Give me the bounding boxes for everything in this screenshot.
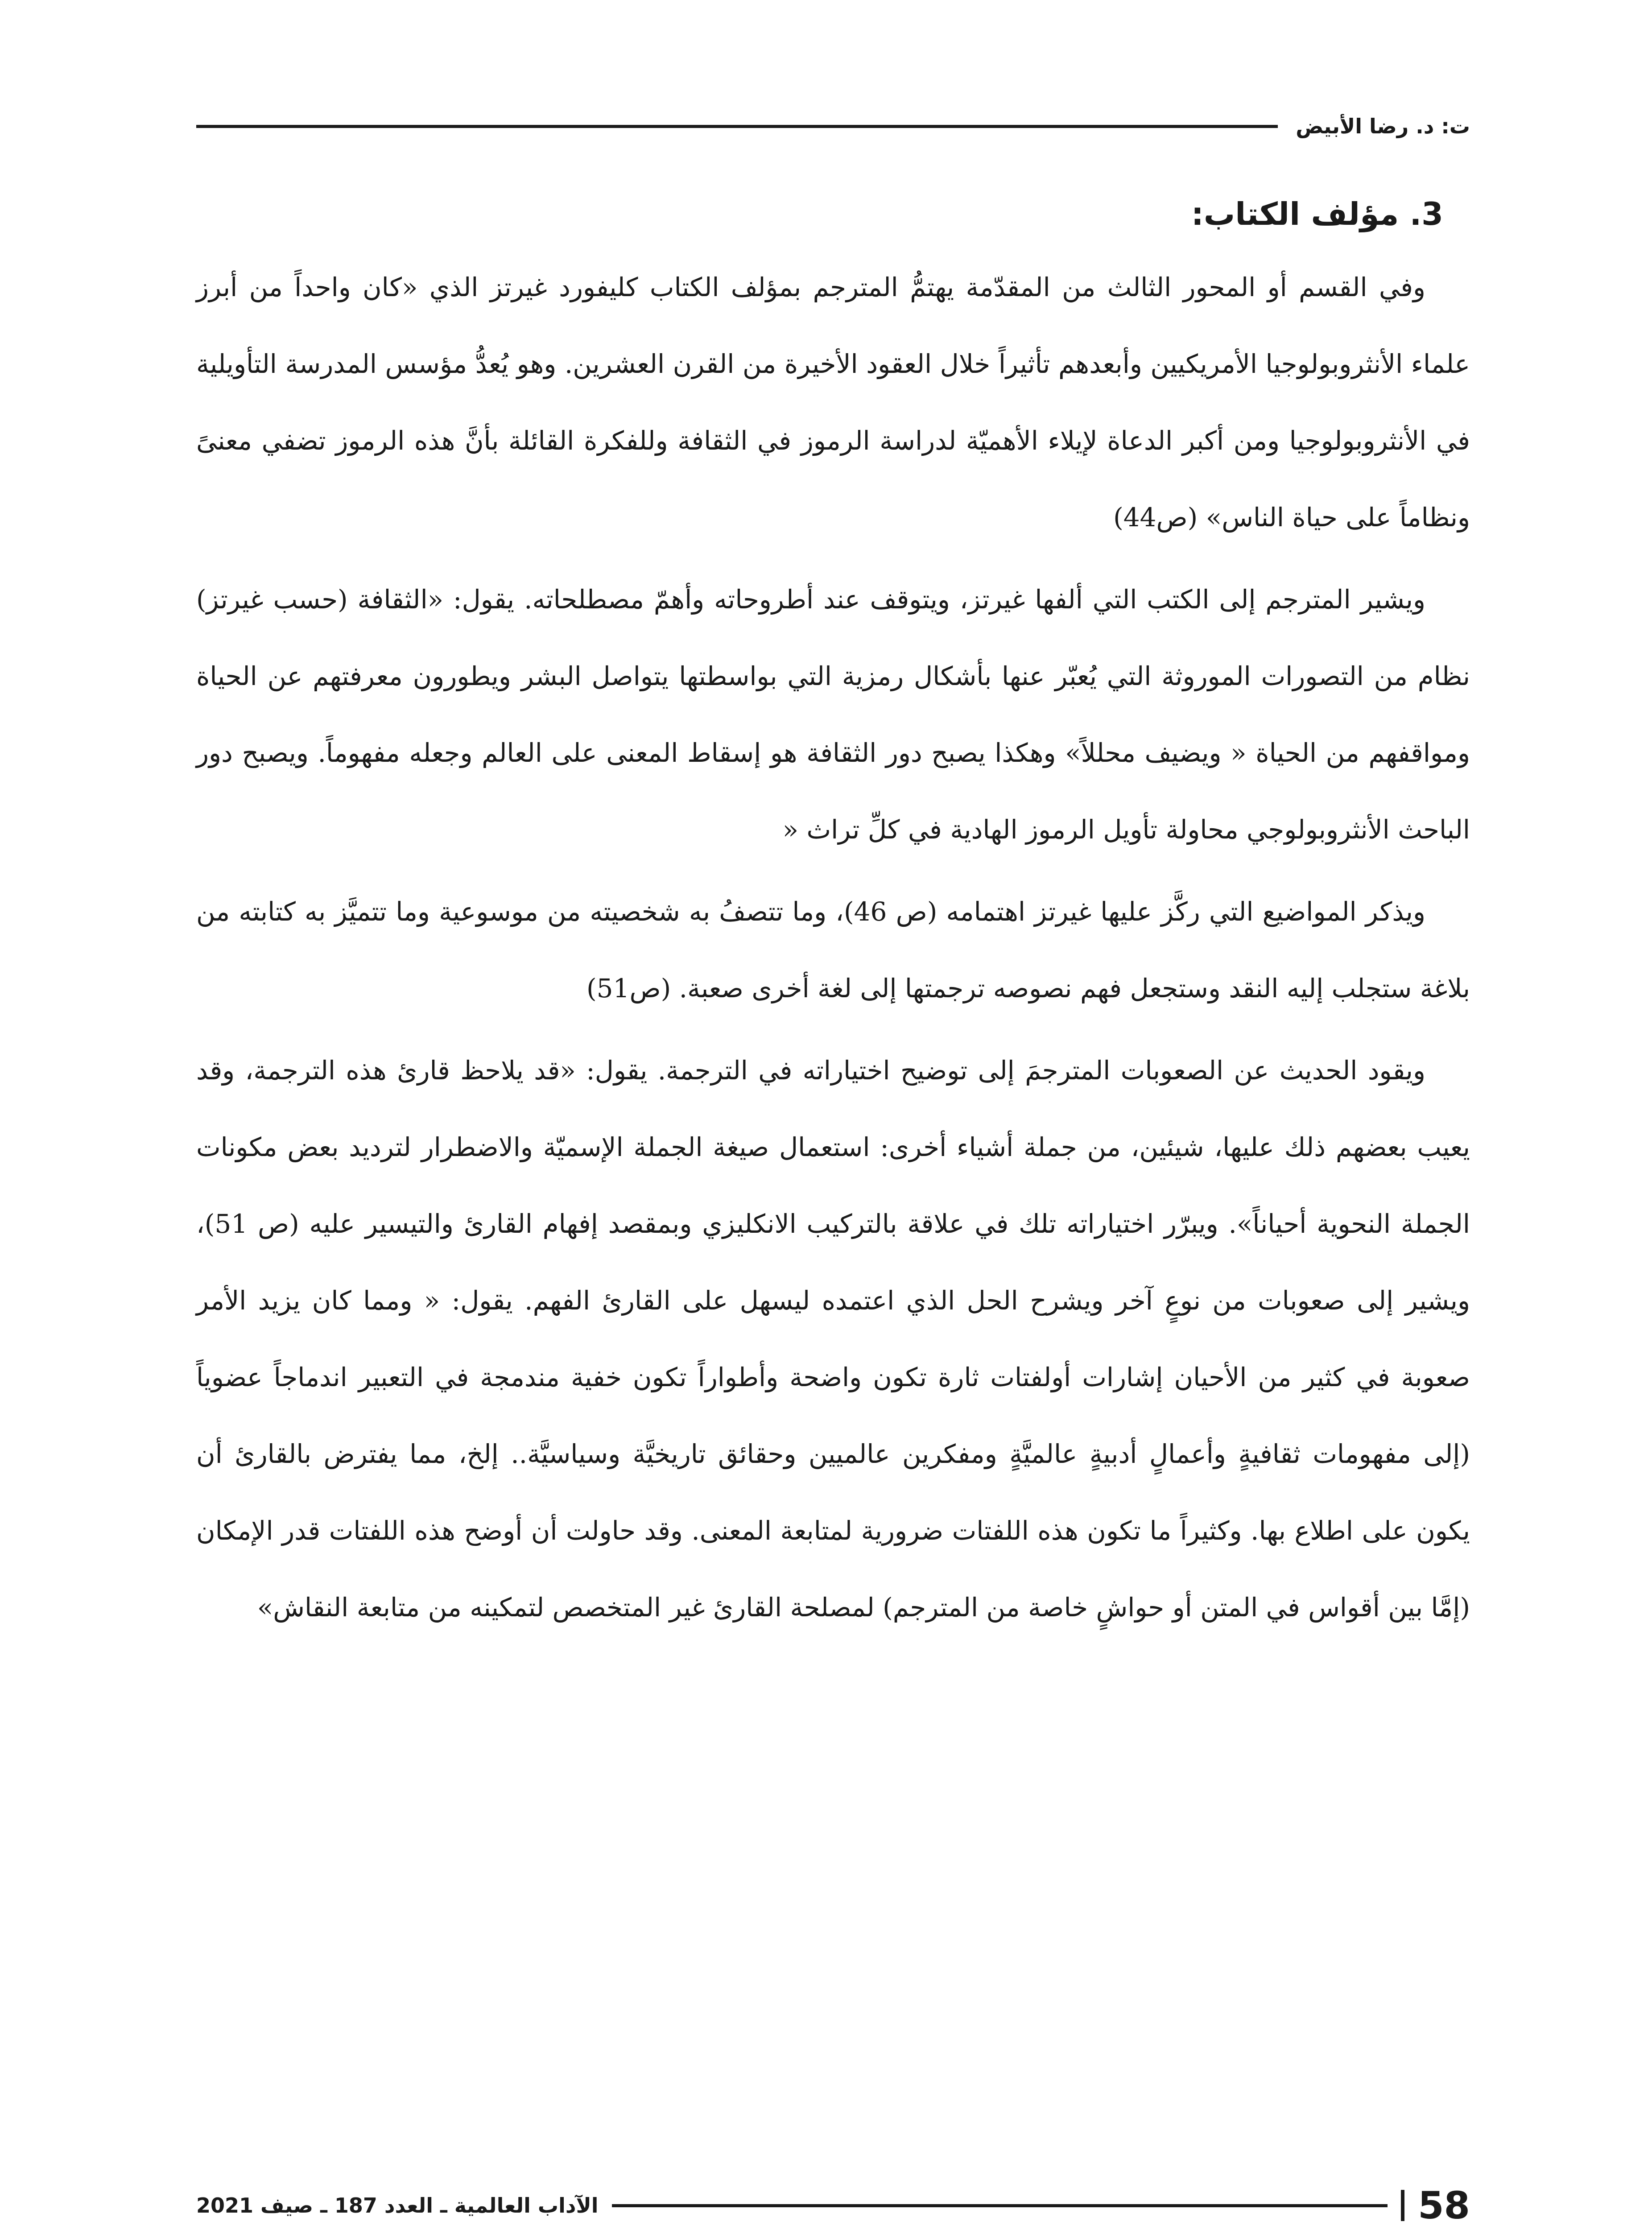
paragraph-1: وفي القسم أو المحور الثالث من المقدّمة يهتمُّ المترجم بمؤلف الكتاب كليفورد غيرتز الذي «كان واحداً من أبرز علماء الأنثروبولوجيا الأمريكيين وأبعدهم تأثيراً خلال العقود الأخيرة من القرن العشرين. وهو يُعدُّ مؤسس المدرسة التأويلية في الأنثروبولوجيا ومن أكبر الدعاة لإيلاء الأهميّة لدراسة الرموز في الثقافة وللفكرة القائلة بأنَّ هذه الرموز تضفي معنىً ونظاماً على حياة الناس» (ص44) bbox=[196, 272, 1470, 533]
paragraph-3: ويذكر المواضيع التي ركَّز عليها غيرتز اهتمامه (ص 46)، وما تتصفُ به شخصيته من موسوعية وما تتميَّز به كتابته من بلاغة ستجلب إليه النقد وستجعل فهم نصوصه ترجمتها إلى لغة أخرى صعبة. (ص51) bbox=[196, 896, 1470, 1004]
page-number: 58 bbox=[1418, 2184, 1470, 2227]
section-heading: 3. مؤلف الكتاب: bbox=[1191, 196, 1443, 232]
footer-rule bbox=[612, 2204, 1388, 2207]
article-body bbox=[196, 192, 1470, 1651]
footer-separator bbox=[1401, 2190, 1404, 2221]
paragraph-2: ويشير المترجم إلى الكتب التي ألفها غيرتز، ويتوقف عند أطروحاته وأهمّ مصطلحاته. يقول: «الثقافة (حسب غيرتز) نظام من التصورات الموروثة التي يُعبّر عنها بأشكال رمزية التي بواسطتها يتواصل البشر ويطورون معرفتهم عن الحياة ومواقفهم من الحياة « ويضيف محللاً» وهكذا يصبح دور الثقافة هو إسقاط المعنى على العالم وجعله مفهوماً. ويصبح دور الباحث الأنثروبولوجي محاولة تأويل الرموز الهادية في كلِّ تراث « bbox=[196, 584, 1470, 845]
paragraph-4: ويقود الحديث عن الصعوبات المترجمَ إلى توضيح اختياراته في الترجمة. يقول: «قد يلاحظ قارئ هذه الترجمة، وقد يعيب بعضهم ذلك عليها، شيئين، من جملة أشياء أخرى: استعمال صيغة الجملة الإسميّة والاضطرار لترديد بعض مكونات الجملة النحوية أحياناً». ويبرّر اختياراته تلك في علاقة بالتركيب الانكليزي وبمقصد إفهام القارئ والتيسير عليه (ص 51)، ويشير إلى صعوبات من نوعٍ آخر ويشرح الحل الذي اعتمده ليسهل على القارئ الفهم. يقول: « ومما كان يزيد الأمر صعوبة في كثير من الأحيان إشارات أولفتات ثارة تكون واضحة وأطواراً تكون خفية مندمجة في التعبير اندماجاً عضوياً (إلى مفهومات ثقافيةٍ وأعمالٍ أدبيةٍ عالميَّةٍ ومفكرين عالميين وحقائق تاريخيَّة وسياسيَّة.. إلخ، مما يفترض بالقارئ أن يكون على اطلاع بها. وكثيراً ما تكون هذه اللفتات ضرورية لمتابعة المعنى. وقد حاولت أن أوضح هذه اللفتات قدر الإمكان (إمَّا بين أقواس في المتن أو حواشٍ خاصة من المترجم) لمصلحة القارئ غير المتخصص لتمكينه من متابعة النقاش» bbox=[196, 1055, 1470, 1623]
running-header bbox=[196, 111, 1470, 142]
journal-info: الآداب العالمية ـ العدد 187 ـ صيف 2021 bbox=[196, 2193, 599, 2218]
page-footer bbox=[196, 2181, 1470, 2230]
header-author: ت: د. رضا الأبيض bbox=[1296, 114, 1470, 138]
header-rule bbox=[196, 125, 1278, 128]
